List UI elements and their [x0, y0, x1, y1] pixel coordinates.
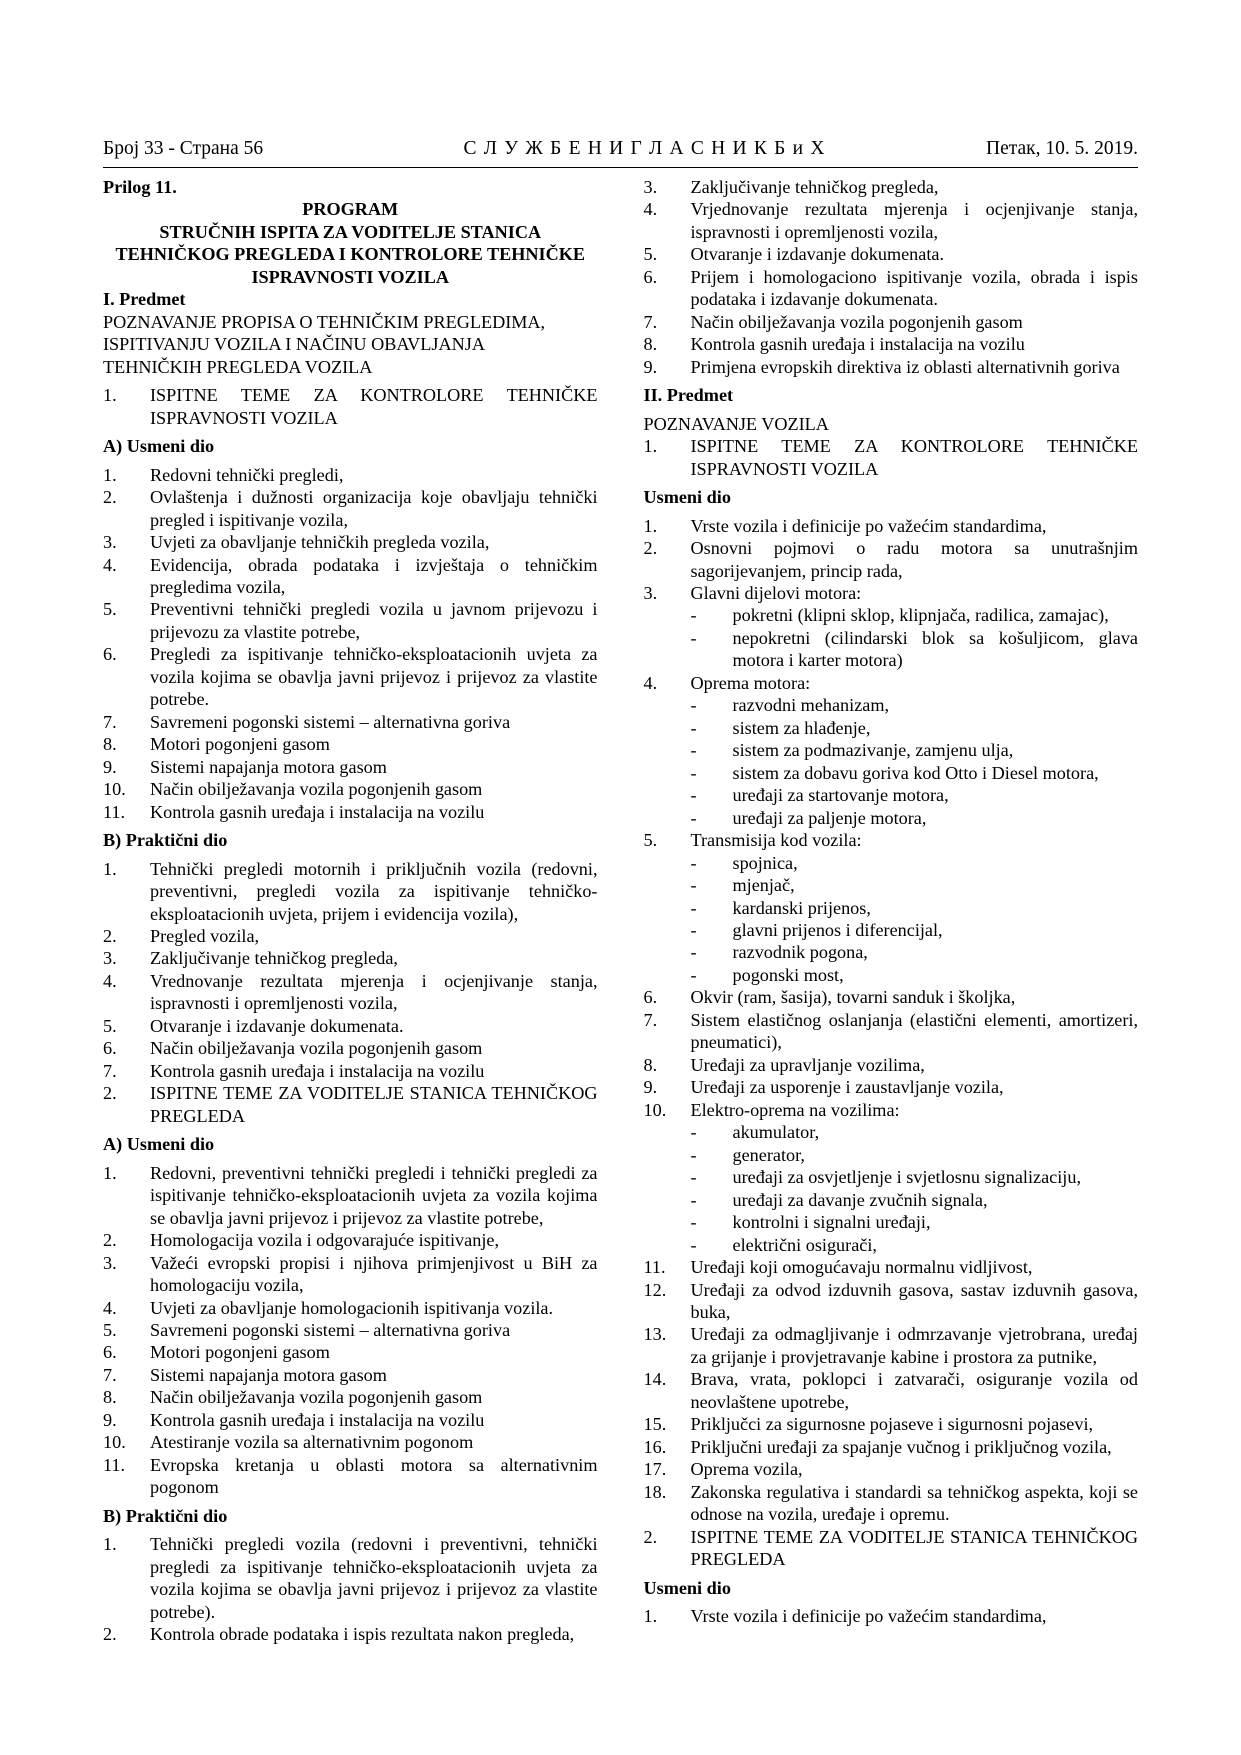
left-section-1-num: 1. [103, 385, 117, 406]
list-item-text: Vrste vozila i definicije po važećim standardima, [690, 515, 1047, 536]
left-section-1 [103, 384, 598, 429]
list-item-num: 3. [103, 948, 117, 969]
list-item-text: Uređaji za odmagljivanje i odmrzavanje vjetrobrana, uređaj za grijanje i provjetravanje kabine i prostora za putnike, [690, 1324, 1138, 1367]
list-item [103, 1015, 598, 1037]
sub-list-item [691, 762, 1139, 784]
list-item-num: 6. [103, 644, 117, 665]
list-item [644, 1481, 1139, 1526]
sub-list-item-text: generator, [732, 1144, 805, 1165]
subject-body-line-3: TEHNIČKIH PREGLEDA VOZILA [103, 356, 373, 377]
list-item [644, 515, 1139, 537]
list-item-text: Uređaji za upravljanje vozilima, [690, 1054, 925, 1075]
list-item-num: 4. [643, 672, 658, 693]
list-item-text: Savremeni pogonski sistemi – alternativna goriva [150, 1319, 511, 1340]
subject-heading-ii: II. Predmet [643, 385, 734, 406]
list-item-num: 1. [103, 464, 117, 485]
right-column [643, 176, 1139, 1627]
dash-bullet: - [690, 942, 697, 963]
list-item-text: Evropska kretanja u oblasti motora sa alternativnim pogonom [150, 1454, 598, 1498]
sub-list-item [691, 897, 1139, 919]
list-item-num: 1. [103, 858, 117, 879]
dash-bullet: - [690, 740, 697, 761]
left-section-2 [103, 1082, 598, 1127]
list-item-text: Kontrola obrade podataka i ispis rezultata nakon pregleda, [150, 1624, 575, 1645]
subject-heading-i: I. Predmet [103, 289, 186, 310]
running-head-right: Петак, 10. 5. 2019. [985, 138, 1138, 159]
sub-list-item [691, 941, 1139, 963]
sub-list-item-text: razvodnik pogona, [732, 942, 868, 963]
sub-list-item-text: kontrolni i signalni uređaji, [732, 1212, 931, 1233]
list-item-text: Sistem elastičnog oslanjanja (elastični elementi, amortizeri, pneumatici), [690, 1009, 1138, 1053]
list-item [644, 1076, 1139, 1098]
list-item-text: Brava, vrata, poklopci i zatvarači, osiguranje vozila od neovlaštene upotrebe, [690, 1369, 1138, 1412]
sub-list-item-text: spojnica, [732, 852, 798, 873]
list-item [644, 829, 1139, 851]
list-item [103, 1454, 598, 1499]
list-item-text: Redovni tehnički pregledi, [150, 464, 344, 485]
list-item-num: 5. [103, 1319, 117, 1340]
sub-list-item [691, 1234, 1139, 1256]
list-item [644, 176, 1139, 198]
list-item [644, 1279, 1139, 1324]
list-item-num: 7. [103, 1364, 117, 1385]
header-rule [103, 167, 1138, 168]
dash-bullet: - [690, 1212, 697, 1233]
list-item [644, 537, 1139, 582]
list-item [644, 198, 1139, 243]
list-item-num: 3. [643, 177, 658, 197]
two-column-body [103, 176, 1138, 1645]
list-item-text: Atestiranje vozila sa alternativnim pogonom [150, 1432, 474, 1453]
list-item-text: Način obilježavanja vozila pogonjenih gasom [150, 1387, 483, 1408]
list-item-text: Kontrola gasnih uređaja i instalacija na vozilu [150, 1060, 485, 1081]
list-item [103, 1533, 598, 1623]
list-item-text: Otvaranje i izdavanje dokumenata. [690, 244, 945, 265]
left-section-2-text: ISPITNE TEME ZA VODITELJE STANICA TEHNIČKOG PREGLEDA [150, 1083, 598, 1126]
program-title-line-1: PROGRAM [302, 199, 399, 220]
list-item-num: 6. [643, 266, 658, 287]
list-item [103, 1252, 598, 1297]
dash-bullet: - [690, 605, 697, 626]
list-item-num: 4. [103, 1297, 117, 1318]
list-item-text: Evidencija, obrada podataka i izvještaja o tehničkim pregledima vozila, [150, 554, 598, 597]
sub-list-item-text: pokretni (klipni sklop, klipnjača, radilica, zamajac), [732, 605, 1109, 626]
list-item [103, 733, 598, 755]
list-item-text: Ovlaštenja i dužnosti organizacija koje obavljaju tehnički pregled i ispitivanje vozila, [150, 487, 598, 530]
list-item-num: 15. [643, 1414, 667, 1435]
sub-list-item-text: uređaji za startovanje motora, [732, 785, 949, 806]
right-section-2 [644, 1526, 1139, 1571]
sub-list-item [691, 1211, 1139, 1233]
dash-bullet: - [690, 1189, 697, 1210]
list-item-num: 6. [103, 1342, 117, 1363]
list-item-text: Transmisija kod vozila: [690, 830, 862, 851]
list-item-num: 8. [103, 1387, 117, 1408]
list-item-num: 4. [103, 554, 117, 575]
list-item-num: 10. [643, 1099, 667, 1120]
list-item [103, 801, 598, 823]
dash-bullet: - [690, 695, 697, 716]
list-item-num: 7. [643, 1009, 658, 1030]
right-section-1-text: ISPITNE TEME ZA KONTROLORE TEHNIČKE ISPRAVNOSTI VOZILA [690, 436, 1138, 479]
list-item-text: Uvjeti za obavljanje homologacionih ispitivanja vozila. [150, 1297, 554, 1318]
list-item [103, 778, 598, 800]
list-item-text: Motori pogonjeni gasom [150, 1342, 330, 1363]
right-usmeni-heading: Usmeni dio [643, 487, 731, 508]
list-item-text: Kontrola gasnih uređaja i instalacija na vozilu [150, 801, 485, 822]
sub-list-item-text: kardanski prijenos, [732, 897, 871, 918]
dash-bullet: - [690, 1122, 697, 1143]
sub-list-item-text: uređaji za osvjetljenje i svjetlosnu signalizaciju, [732, 1167, 1081, 1188]
left-part-b-heading: B) Praktični dio [103, 830, 228, 851]
list-item-text: Uređaji za usporenje i zaustavljanje vozila, [690, 1077, 1004, 1098]
dash-bullet: - [690, 717, 697, 738]
sub-list-item-text: glavni prijenos i diferencijal, [732, 920, 943, 940]
list-item-num: 6. [643, 987, 658, 1008]
dash-bullet: - [690, 807, 697, 828]
left-column [103, 176, 598, 1645]
list-item [644, 1458, 1139, 1480]
list-item-text: Uvjeti za obavljanje tehničkih pregleda vozila, [150, 532, 490, 553]
list-item [644, 1256, 1139, 1278]
list-item-num: 16. [643, 1436, 667, 1457]
list-item-text: Zaključivanje tehničkog pregleda, [690, 177, 939, 197]
right-section-1-num: 1. [643, 436, 658, 457]
list-item-text: Otvaranje i izdavanje dokumenata. [150, 1015, 404, 1036]
list-item [103, 1409, 598, 1431]
list-item-num: 1. [103, 1162, 117, 1183]
list-item [644, 1323, 1139, 1368]
left-section-1-text: ISPITNE TEME ZA KONTROLORE TEHNIČKE ISPRAVNOSTI VOZILA [150, 385, 598, 428]
list-item [644, 1054, 1139, 1076]
list-item-num: 9. [103, 756, 117, 777]
list-item-num: 10. [103, 779, 126, 800]
list-item-num: 2. [103, 1624, 117, 1645]
left-part-a-heading: A) Usmeni dio [103, 436, 215, 457]
dash-bullet: - [690, 852, 697, 873]
list-item-num: 2. [643, 538, 658, 559]
right-section-2-text: ISPITNE TEME ZA VODITELJE STANICA TEHNIČKOG PREGLEDA [690, 1526, 1138, 1570]
list-item-num: 3. [103, 532, 117, 553]
list-item-num: 18. [643, 1481, 667, 1502]
list-item-text: Vrednovanje rezultata mjerenja i ocjenjivanje stanja, ispravnosti i opremljenosti vozila, [150, 970, 598, 1014]
sub-list-item [691, 964, 1139, 986]
list-item-num: 5. [643, 244, 658, 265]
dash-bullet: - [690, 897, 697, 918]
sub-list-item [691, 1121, 1139, 1143]
list-item-num: 2. [103, 1230, 117, 1251]
dash-bullet: - [690, 964, 697, 985]
list-item-num: 7. [103, 711, 117, 732]
list-item-num: 9. [643, 1077, 658, 1098]
list-item-num: 13. [643, 1324, 667, 1345]
sub-list-item [691, 627, 1139, 672]
list-item [644, 1436, 1139, 1458]
list-item [644, 582, 1139, 604]
list-item-num: 2. [103, 926, 117, 946]
list-item-text: Pregled vozila, [150, 926, 260, 946]
list-item-num: 1. [643, 515, 658, 536]
list-item [103, 1060, 598, 1082]
list-item-num: 14. [643, 1369, 667, 1390]
list-item-text: Tehnički pregledi vozila (redovni i preventivni, tehnički pregledi za ispitivanje tehničko-eksploatacionih uvjeta za vozila kojima se obavlja javni prijevoz i prijevoz za vlastite potrebe). [150, 1534, 598, 1622]
list-item [644, 672, 1139, 694]
running-head-left: Број 33 - Страна 56 [103, 138, 264, 159]
list-item-text: Glavni dijelovi motora: [690, 582, 862, 603]
left-part-a2-list [103, 1162, 598, 1499]
subject-body-line-1: POZNAVANJE PROPISA O TEHNIČKIM PREGLEDIMA, [103, 311, 546, 332]
list-item-num: 11. [643, 1257, 666, 1278]
list-item [644, 1413, 1139, 1435]
list-item [103, 1364, 598, 1386]
list-item-num: 17. [643, 1459, 667, 1480]
list-item-text: Osnovni pojmovi o radu motora sa unutrašnjim sagorijevanjem, princip rada, [690, 538, 1138, 581]
list-item-text: Uređaji koji omogućavaju normalnu vidljivost, [690, 1257, 1033, 1278]
list-item [103, 756, 598, 778]
dash-bullet: - [690, 1167, 697, 1188]
list-item-text: Važeći evropski propisi i njihova primjenjivost u BiH za homologaciju vozila, [150, 1252, 598, 1296]
list-item-num: 5. [103, 1015, 117, 1036]
list-item [103, 1341, 598, 1363]
sub-list-item [691, 874, 1139, 896]
dash-bullet: - [690, 627, 697, 648]
dash-bullet: - [690, 875, 697, 896]
sub-list-item [691, 604, 1139, 626]
list-item-text: Kontrola gasnih uređaja i instalacija na vozilu [150, 1409, 485, 1430]
sub-list-item [691, 784, 1139, 806]
list-item [103, 1162, 598, 1229]
left-part-a2-heading: A) Usmeni dio [103, 1134, 215, 1155]
dash-bullet: - [690, 920, 697, 940]
program-title-line-3: TEHNIČKOG PREGLEDA I KONTROLORE TEHNIČKE [115, 244, 586, 265]
list-item-text: Uređaji za odvod izduvnih gasova, sastav izduvnih gasova, buka, [690, 1279, 1138, 1322]
sub-list-item [691, 717, 1139, 739]
dash-bullet: - [690, 1234, 697, 1255]
sub-list-item-text: nepokretni (cilindarski blok sa košuljicom, glava motora i karter motora) [732, 627, 1138, 671]
list-item-text: Preventivni tehnički pregledi vozila u javnom prijevozu i prijevozu za vlastite potrebe, [150, 599, 598, 642]
list-item-text: Način obilježavanja vozila pogonjenih gasom [690, 311, 1023, 332]
left-part-a-list [103, 464, 598, 824]
list-item-text: Način obilježavanja vozila pogonjenih gasom [150, 779, 483, 800]
list-item-num: 8. [103, 734, 117, 755]
list-item-num: 9. [103, 1409, 117, 1430]
list-item-num: 8. [643, 1054, 658, 1075]
list-item-num: 7. [643, 311, 658, 332]
left-part-b-list [103, 858, 598, 1083]
list-item-text: Homologacija vozila i odgovarajuće ispitivanje, [150, 1230, 499, 1251]
list-item-num: 11. [103, 1454, 126, 1475]
list-item-text: Oprema vozila, [690, 1459, 803, 1480]
list-item-text: Priključci za sigurnosne pojaseve i sigurnosni pojasevi, [690, 1414, 1094, 1435]
sub-list-item [691, 852, 1139, 874]
program-title-line-2: STRUČNIH ISPITA ZA VODITELJE STANICA [159, 221, 542, 242]
list-item [103, 531, 598, 553]
list-item-text: Priključni uređaji za spajanje vučnog i priključnog vozila, [690, 1436, 1112, 1457]
list-item-text: Okvir (ram, šasija), tovarni sanduk i školjka, [690, 987, 1016, 1008]
left-section-2-num: 2. [103, 1083, 117, 1104]
subject-body-ii: POZNAVANJE VOZILA [643, 413, 829, 434]
sub-list-item-text: pogonski most, [732, 964, 844, 985]
dash-bullet: - [690, 1144, 697, 1165]
list-item-text: Primjena evropskih direktiva iz oblasti alternativnih goriva [690, 356, 1120, 377]
sub-list-item-text: akumulator, [732, 1122, 820, 1143]
subject-body-line-2: ISPITIVANJU VOZILA I NAČINU OBAVLJANJA [103, 334, 485, 355]
list-item-text: Savremeni pogonski sistemi – alternativna goriva [150, 711, 511, 732]
list-item-num: 5. [643, 830, 658, 851]
list-item-num: 6. [103, 1038, 117, 1059]
list-item-text: Redovni, preventivni tehnički pregledi i tehnički pregledi za ispitivanje tehničko-eksploatacionih uvjeta za vozila kojima se obavlja javni prijevoz i prijevoz za vlastite potrebe, [150, 1162, 598, 1228]
list-item-num: 4. [643, 199, 658, 220]
sub-list-item-text: uređaji za paljenje motora, [732, 807, 927, 828]
right-section-2-num: 2. [643, 1526, 658, 1547]
sub-list-item-text: električni osigurači, [732, 1234, 877, 1255]
list-item-text: Vrste vozila i definicije po važećim standardima, [690, 1606, 1047, 1627]
sub-list-item [691, 739, 1139, 761]
dash-bullet: - [690, 762, 697, 783]
list-item-num: 7. [103, 1060, 117, 1081]
list-item [644, 986, 1139, 1008]
list-item-num: 8. [643, 334, 658, 355]
list-item [103, 1623, 598, 1645]
list-item [103, 1431, 598, 1453]
list-item-text: Elektro-oprema na vozilima: [690, 1099, 900, 1120]
list-item-num: 3. [103, 1252, 117, 1273]
list-item [644, 311, 1139, 333]
program-title-line-4: ISPRAVNOSTI VOZILA [251, 266, 450, 287]
sub-list-item [691, 919, 1139, 941]
list-item [644, 333, 1139, 355]
sub-list-item [691, 694, 1139, 716]
list-item [103, 643, 598, 710]
sub-list-item-text: sistem za hlađenje, [732, 717, 871, 738]
list-item-num: 1. [643, 1606, 658, 1627]
list-item-num: 11. [103, 801, 126, 822]
running-head-center: С Л У Ж Б Е Н И Г Л А С Н И К Б и Х [463, 138, 826, 159]
list-item-text: Kontrola gasnih uređaja i instalacija na vozilu [690, 334, 1025, 355]
right-continued-list [644, 176, 1139, 378]
list-item-text: Oprema motora: [690, 672, 811, 693]
list-item-text: Pregledi za ispitivanje tehničko-eksploatacionih uvjeta za vozila kojima se obavlja javni prijevoz i prijevoz za vlastite potrebe. [150, 644, 598, 710]
list-item [103, 464, 598, 486]
sub-list-item-text: sistem za podmazivanje, zamjenu ulja, [732, 740, 1014, 761]
sub-list-item [691, 1144, 1139, 1166]
left-part-b2-list [103, 1533, 598, 1645]
list-item [644, 243, 1139, 265]
list-item [103, 554, 598, 599]
sub-list-item-text: razvodni mehanizam, [732, 695, 890, 716]
left-part-b2-heading: B) Praktični dio [103, 1505, 228, 1526]
sub-list-item-text: uređaji za davanje zvučnih signala, [732, 1189, 988, 1210]
right-section-1 [644, 435, 1139, 480]
list-item [103, 1386, 598, 1408]
list-item [103, 1229, 598, 1251]
list-item [644, 1605, 1139, 1627]
list-item [644, 266, 1139, 311]
list-item-num: 12. [643, 1279, 667, 1300]
list-item-text: Sistemi napajanja motora gasom [150, 1364, 387, 1385]
list-item-text: Vrjednovanje rezultata mjerenja i ocjenjivanje stanja, ispravnosti i opremljenosti vozila, [690, 199, 1138, 242]
list-item-text: Zaključivanje tehničkog pregleda, [150, 948, 398, 969]
list-item [103, 486, 598, 531]
list-item-num: 10. [103, 1432, 126, 1453]
list-item-num: 9. [643, 356, 658, 377]
list-item-num: 2. [103, 487, 117, 508]
right-usmeni2-heading: Usmeni dio [643, 1577, 731, 1598]
right-usmeni-list [644, 515, 1139, 1526]
list-item [103, 947, 598, 969]
sub-list-item [691, 807, 1139, 829]
list-item [644, 356, 1139, 378]
list-item [103, 1297, 598, 1319]
list-item [644, 1009, 1139, 1054]
running-head [103, 138, 1138, 164]
list-item [103, 1319, 598, 1341]
list-item [103, 711, 598, 733]
list-item [103, 925, 598, 947]
list-item [103, 1037, 598, 1059]
list-item [644, 1099, 1139, 1121]
list-item-num: 5. [103, 599, 117, 620]
dash-bullet: - [690, 785, 697, 806]
sub-list-item-text: sistem za dobavu goriva kod Otto i Diesel motora, [732, 762, 1099, 783]
list-item [644, 1368, 1139, 1413]
list-item [103, 970, 598, 1015]
list-item-text: Način obilježavanja vozila pogonjenih gasom [150, 1038, 483, 1059]
list-item-text: Prijem i homologaciono ispitivanje vozila, obrada i ispis podataka i izdavanje dokumenata. [690, 266, 1138, 310]
list-item [103, 858, 598, 925]
right-usmeni2-list [644, 1605, 1139, 1627]
list-item-num: 4. [103, 970, 117, 991]
list-item-num: 3. [643, 582, 658, 603]
annex-label: Prilog 11. [103, 177, 177, 197]
sub-list-item [691, 1189, 1139, 1211]
list-item [103, 598, 598, 643]
list-item-num: 1. [103, 1534, 117, 1555]
sub-list-item [691, 1166, 1139, 1188]
list-item-text: Motori pogonjeni gasom [150, 734, 330, 755]
list-item-text: Sistemi napajanja motora gasom [150, 756, 387, 777]
list-item-text: Zakonska regulativa i standardi sa tehničkog aspekta, koji se odnose na vozila, uređaje i opremu. [690, 1481, 1138, 1525]
list-item-text: Tehnički pregledi motornih i priključnih vozila (redovni, preventivni, pregledi vozila za ispitivanje tehničko-eksploatacionih uvjeta, prijem i evidencija vozila), [150, 858, 598, 924]
sub-list-item-text: mjenjač, [732, 875, 795, 896]
